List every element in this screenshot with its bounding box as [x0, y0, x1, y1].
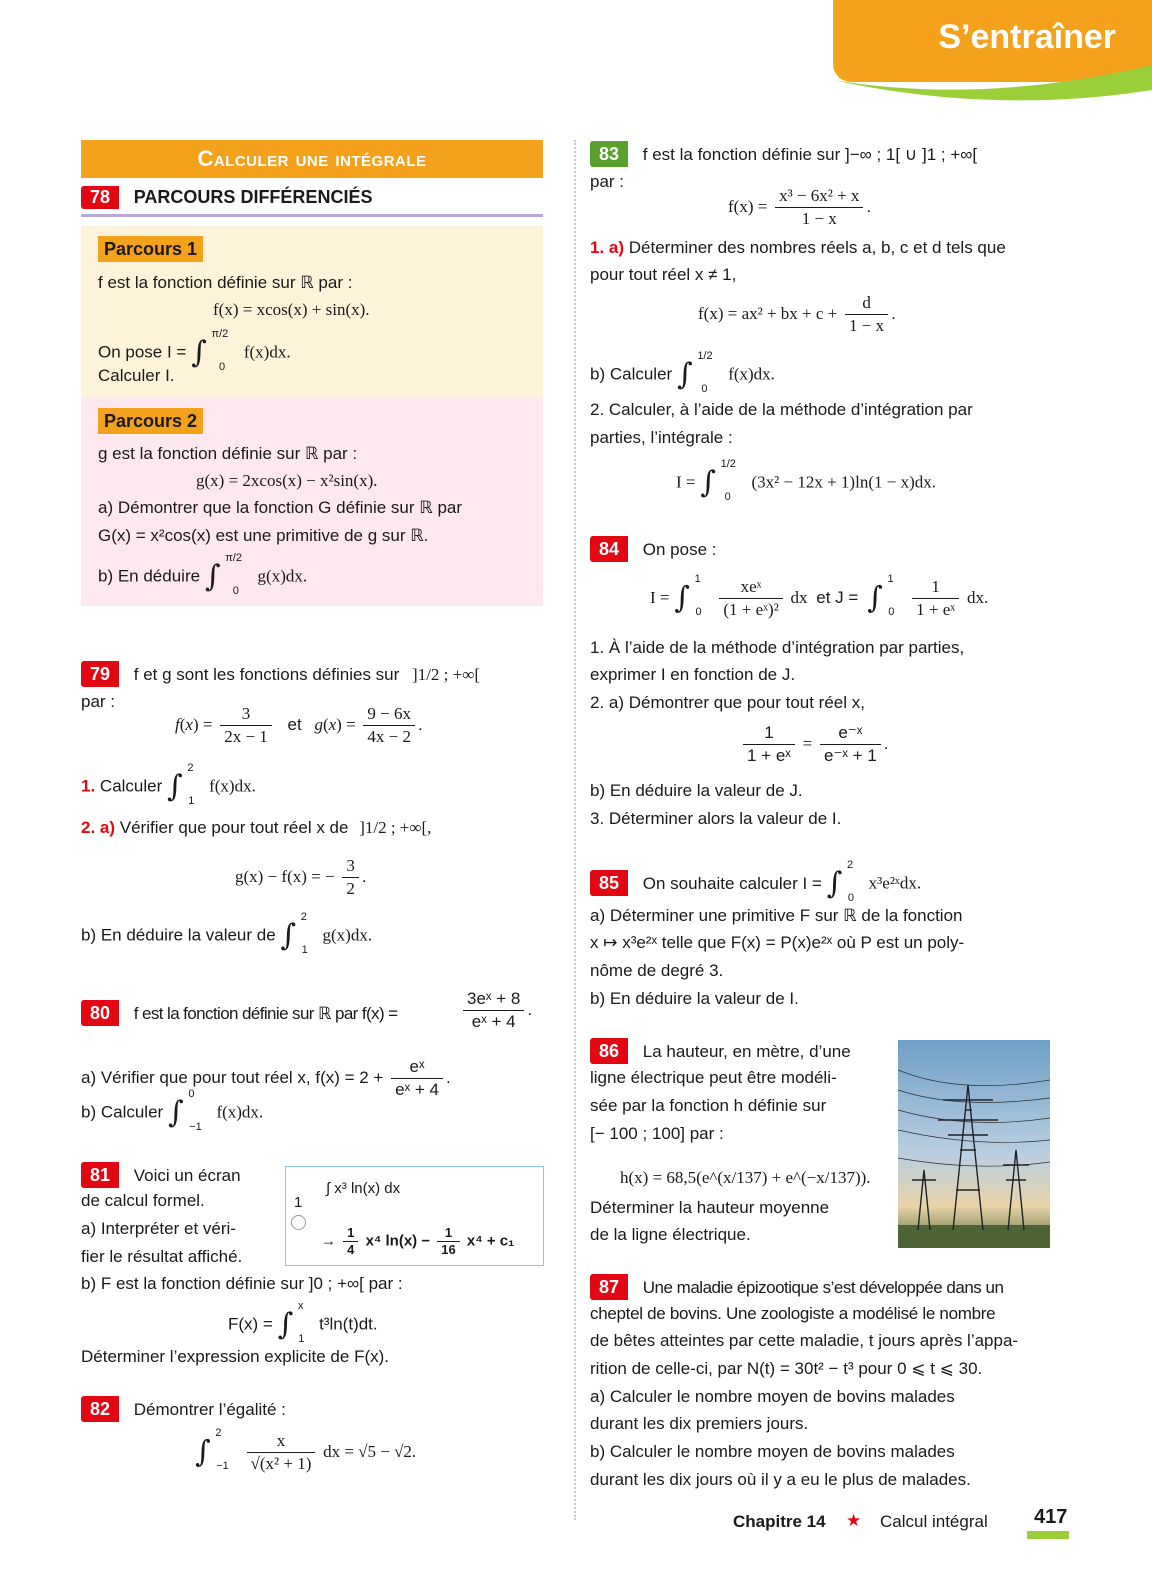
ex85-number: 85 — [590, 870, 628, 896]
ex80-qb-expr: f(x)dx. — [216, 1102, 264, 1122]
p2-line1: g est la fonction définie sur ℝ par : — [98, 444, 358, 463]
cas-out-b: x⁴ ln(x) − — [365, 1232, 431, 1250]
ex84-et: et J = — [816, 587, 859, 607]
integral-sign: ∫ — [280, 918, 297, 954]
p2-lower: 0 — [232, 585, 239, 598]
ex83-i-lower: 0 — [724, 491, 731, 504]
cas-radio[interactable] — [291, 1215, 306, 1230]
ex83-q1-text: Déterminer des nombres réels a, b, c et d tels que — [628, 238, 1006, 257]
ex87-line3: de bêtes atteintes par cette maladie, t jours après l’appa- — [590, 1331, 1019, 1350]
swoosh-decoration — [833, 60, 1152, 110]
ex79-line1: f et g sont les fonctions définies sur — [133, 665, 400, 684]
ex84-i-lhs: I = — [650, 587, 670, 607]
cas-arrow: → — [321, 1232, 336, 1250]
ex83-q1b: pour tout réel x ≠ 1, — [590, 265, 737, 284]
p1-line3a: On pose I = — [98, 342, 187, 362]
ex83-line2: par : — [590, 172, 625, 191]
parcours2-tag: Parcours 2 — [98, 408, 203, 434]
ex80-qb-label: b) Calculer — [81, 1102, 164, 1122]
ex86-line5: Déterminer la hauteur moyenne — [590, 1198, 830, 1217]
ex87-line4: rition de celle-ci, par N(t) = 30t² − t³ pour 0 ⩽ t ⩽ 30. — [590, 1359, 983, 1378]
parcours2-box — [81, 398, 543, 606]
ex84-dx2: dx. — [966, 587, 989, 607]
ex83-i-lhs: I = — [676, 472, 696, 492]
ex79-number: 79 — [81, 661, 119, 687]
ex84-lower-j: 0 — [888, 606, 895, 619]
ex79-qb-label: b) En déduire la valeur de — [81, 925, 276, 945]
cas-row-number: 1 — [294, 1194, 303, 1211]
integral-sign: ∫ — [867, 580, 883, 616]
ex81-number: 81 — [81, 1162, 119, 1188]
integral-sign: ∫ — [700, 465, 716, 501]
ex84-upper: 1 — [694, 573, 701, 586]
ex78-number: 78 — [81, 186, 119, 209]
cas-frac-a: $\frac{1}{4}$ — [343, 1225, 358, 1258]
ex80-line1: f est la fonction définie sur ℝ par f(x) = — [133, 1004, 398, 1023]
integral-sign: ∫ — [676, 357, 693, 393]
ex79-line2: par : — [81, 692, 116, 711]
section-title: Calculer une intégrale — [81, 140, 543, 178]
tab-label: S’entraîner — [938, 18, 1116, 56]
ex80-f-frac: $\frac{\text{3eˣ + 8}}{\text{eˣ + 4}}$ — [463, 988, 524, 1033]
ex83-f-lhs: f(x) = — [728, 196, 768, 216]
p2-line5a: b) En déduire — [98, 566, 201, 586]
ex78-header — [81, 186, 543, 217]
ex80-qa: a) Vérifier que pour tout réel x, f(x) = 2 + — [81, 1067, 384, 1087]
ex82-lower: −1 — [216, 1460, 229, 1473]
integral-sign: ∫ — [277, 1307, 294, 1343]
ex81-line1: Voici un écran — [133, 1166, 241, 1185]
p1-line2: f(x) = xcos(x) + sin(x). — [213, 300, 370, 319]
ex84-upper-j: 1 — [887, 573, 894, 586]
integral-sign: ∫ — [191, 335, 207, 371]
power-line-photo — [898, 1040, 1050, 1248]
ex87-number: 87 — [590, 1274, 628, 1300]
ex84-i-frac: $\frac{\text{xeˣ}}{\text{(1 + eˣ)²}}$ — [719, 576, 782, 621]
ex84-line1: On pose : — [642, 540, 717, 559]
ex79-q1-expr: f(x)dx. — [209, 776, 256, 796]
ex87-qa2: durant les dix premiers jours. — [590, 1414, 809, 1433]
ex83-f-frac: $\frac{\text{x³ − 6x² + x}}{1 - x}$ — [775, 185, 863, 230]
ex79-q1-upper: 2 — [187, 762, 194, 774]
ex86-number: 86 — [590, 1038, 628, 1064]
ex85-line1b: x³e²ˣdx. — [868, 873, 922, 893]
ex81-F-body: t³ln(t)dt. — [319, 1314, 378, 1334]
ex80-qb-lower: −1 — [189, 1121, 202, 1134]
ex81-upper: x — [297, 1300, 304, 1312]
ex83-qb-expr: f(x)dx. — [728, 364, 775, 384]
ex87-qa: a) Calculer le nombre moyen de bovins malades — [590, 1387, 955, 1406]
ex79-qb-expr: g(x)dx. — [322, 925, 373, 945]
ex83-i-body: (3x² − 12x + 1)ln(1 − x)dx. — [751, 472, 936, 492]
ex86-line3: sée par la fonction h définie sur — [590, 1096, 827, 1115]
ex80-qa-frac: $\frac{\text{eˣ}}{\text{eˣ + 4}}$ — [391, 1056, 443, 1101]
ex79-f-frac: $\frac{3}{2x - 1}$ — [220, 703, 272, 748]
ex87-line2: cheptel de bovins. Une zoologiste a modélisé le nombre — [590, 1304, 996, 1323]
p1-line3b: f(x)dx. — [243, 342, 291, 362]
ex79-eq: g(x) − f(x) = − — [235, 866, 335, 886]
star-icon: ★ — [846, 1511, 862, 1530]
ex85-line1: On souhaite calculer I = — [642, 873, 822, 893]
ex79-q2-interval: ]1/2 ; +∞[, — [359, 818, 432, 837]
ex83-eq-lhs: f(x) = ax² + bx + c + — [698, 303, 838, 323]
ex84-e-frac1: $\frac{1}{\text{1 + eˣ}}$ — [743, 722, 795, 767]
ex80-qb-upper: 0 — [188, 1088, 195, 1100]
ex79-q1-label: Calculer — [99, 776, 163, 796]
parcours1-box — [81, 226, 543, 398]
ex84-q1b: exprimer I en fonction de J. — [590, 665, 796, 684]
p2-line4: G(x) = x²cos(x) est une primitive de g sur ℝ. — [98, 526, 429, 545]
ex79-q2-label: Vérifier que pour tout réel x de — [119, 818, 349, 837]
ex86-line6: de la ligne électrique. — [590, 1225, 751, 1244]
ex79-et: et — [287, 714, 302, 734]
ex81-line5: b) F est la fonction définie sur ]0 ; +∞[ par : — [81, 1274, 403, 1293]
ex87-line1: Une maladie épizootique s’est développée dans un — [642, 1278, 1004, 1297]
ex84-lower: 0 — [695, 606, 702, 619]
ex79-eq-frac: $\frac{3}{2}$ — [342, 855, 359, 900]
ex81-F-lhs: F(x) = — [228, 1314, 273, 1334]
ex83-qb-lower: 0 — [701, 383, 708, 396]
ex79-g-frac: $\frac{9 - 6x}{4x - 2}$ — [363, 703, 415, 748]
ex85-lower: 0 — [847, 892, 854, 905]
ex84-e-frac2: $\frac{\text{e⁻ˣ}}{\text{e⁻ˣ + 1}}$ — [820, 722, 881, 767]
ex83-q2: 2. Calculer, à l’aide de la méthode d’intégration par — [590, 400, 973, 419]
ex85-qa2: x ↦ x³e²ˣ telle que F(x) = P(x)e²ˣ où P est un poly- — [590, 933, 965, 952]
footer-subject: Calcul intégral — [880, 1512, 988, 1531]
parcours1-tag: Parcours 1 — [98, 236, 203, 262]
ex84-q1: 1. À l’aide de la méthode d’intégration par parties, — [590, 638, 965, 657]
p1-line4: Calculer I. — [98, 366, 175, 385]
ex86-line4: [− 100 ; 100] par : — [590, 1124, 724, 1143]
ex83-line1: f est la fonction définie sur ]−∞ ; 1[ ∪ ]1 ; +∞[ — [642, 145, 978, 164]
ex83-eq-frac: $\frac{d}{1 - x}$ — [845, 292, 888, 337]
ex83-number: 83 — [590, 141, 628, 167]
ex87-qb: b) Calculer le nombre moyen de bovins malades — [590, 1442, 955, 1461]
ex78-title: PARCOURS DIFFÉRENCIÉS — [133, 187, 373, 207]
page-number-underline — [1027, 1531, 1069, 1539]
integral-sign: ∫ — [167, 1095, 184, 1131]
ex82-rhs: dx = √5 − √2. — [323, 1441, 417, 1461]
p2-line3: a) Démontrer que la fonction G définie sur ℝ par — [98, 498, 463, 517]
ex85-qb: b) En déduire la valeur de I. — [590, 989, 799, 1008]
ex80-number: 80 — [81, 1000, 119, 1026]
integral-sign: ∫ — [826, 866, 843, 902]
ex84-j-frac: $\frac{1}{\text{1 + eˣ}}$ — [912, 576, 959, 621]
ex82-frac: $\frac{x}{\text{√(x² + 1)}}$ — [247, 1430, 316, 1475]
ex81-line3: a) Interpréter et véri- — [81, 1219, 236, 1238]
column-divider — [574, 140, 576, 1520]
ex82-upper: 2 — [215, 1427, 222, 1440]
ex84-q2: 2. a) Démontrer que pour tout réel x, — [590, 693, 865, 712]
p1-upper: π/2 — [211, 328, 229, 340]
ex83-i-upper: 1/2 — [720, 458, 736, 470]
ex83-q1-num: 1. a) — [590, 238, 625, 257]
ex84-q3: 3. Déterminer alors la valeur de I. — [590, 809, 842, 828]
p1-lower: 0 — [218, 361, 226, 374]
p1-line1: f est la fonction définie sur ℝ par : — [98, 273, 353, 292]
ex86-line2: ligne électrique peut être modéli- — [590, 1068, 837, 1087]
cas-input[interactable]: ∫ x³ ln(x) dx — [326, 1180, 401, 1197]
ex83-qb-label: b) Calculer — [590, 364, 673, 384]
ex79-f-lhs: f(x) = — [175, 714, 213, 734]
ex86-line1: La hauteur, en mètre, d’une — [642, 1042, 851, 1061]
ex81-line2: de calcul formel. — [81, 1191, 205, 1210]
ex79-q1-num: 1. — [81, 776, 96, 796]
p2-line2: g(x) = 2xcos(x) − x²sin(x). — [196, 471, 378, 490]
ex85-qa: a) Déterminer une primitive F sur ℝ de la fonction — [590, 906, 963, 925]
ex82-number: 82 — [81, 1396, 119, 1422]
ex81-lower: 1 — [298, 1333, 305, 1346]
ex81-line4: fier le résultat affiché. — [81, 1247, 243, 1266]
page-number: 417 — [1034, 1506, 1068, 1528]
ex79-g-lhs: g(x) = — [314, 714, 356, 734]
ex85-qa3: nôme de degré 3. — [590, 961, 724, 980]
ex79-qb-lower: 1 — [301, 944, 308, 957]
ex79-q1-lower: 1 — [188, 795, 195, 808]
ex81-line7: Déterminer l’expression explicite de F(x). — [81, 1347, 389, 1366]
cas-frac-c: $\frac{1}{16}$ — [437, 1225, 459, 1258]
ex82-line1: Démontrer l’égalité : — [133, 1400, 286, 1419]
ex84-qb: b) En déduire la valeur de J. — [590, 781, 803, 800]
p2-line5b: g(x)dx. — [257, 566, 308, 586]
integral-sign: ∫ — [195, 1434, 211, 1470]
ex83-q2b: parties, l’intégrale : — [590, 428, 733, 447]
ex87-qb2: durant les dix jours où il y a eu le plus de malades. — [590, 1470, 971, 1489]
ex86-eq: h(x) = 68,5(e^(x/137) + e^(−x/137)). — [620, 1168, 871, 1187]
ex79-interval: ]1/2 ; +∞[ — [412, 665, 481, 684]
integral-sign: ∫ — [674, 580, 690, 616]
p2-upper: π/2 — [225, 552, 242, 564]
integral-sign: ∫ — [204, 559, 221, 595]
ex83-qb-upper: 1/2 — [697, 350, 713, 362]
cas-screen — [285, 1166, 544, 1266]
ex85-upper: 2 — [846, 859, 854, 871]
ex79-qb-upper: 2 — [300, 911, 307, 923]
footer-chapter: Chapitre 14 — [733, 1512, 826, 1531]
integral-sign: ∫ — [167, 769, 183, 805]
cas-out-d: x⁴ + c₁ — [466, 1232, 515, 1250]
ex84-dx: dx — [790, 587, 808, 607]
ex79-q2-num: 2. a) — [81, 818, 116, 837]
ex84-number: 84 — [590, 536, 628, 562]
